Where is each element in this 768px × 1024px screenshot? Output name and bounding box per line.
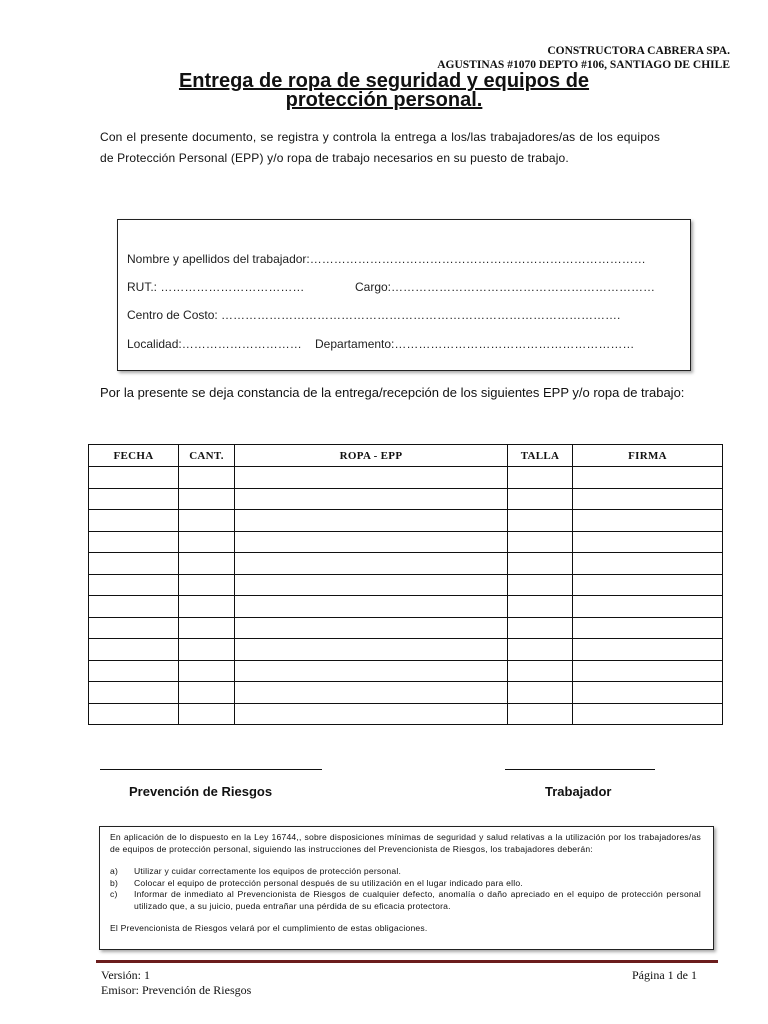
cell-cant[interactable] [179,574,235,596]
cell-cant[interactable] [179,531,235,553]
cell-ropa-epp[interactable] [235,596,508,618]
cell-firma[interactable] [573,488,723,510]
list-item [110,866,701,878]
cell-fecha[interactable] [89,553,179,575]
list-item-text: Colocar el equipo de protección personal después de su utilización en el lugar indicado para ello. [134,877,523,888]
list-marker: a) [110,866,119,876]
cell-fecha[interactable] [89,682,179,704]
cell-firma[interactable] [573,531,723,553]
cell-talla[interactable] [508,703,573,725]
cell-talla[interactable] [508,510,573,532]
cell-fecha[interactable] [89,467,179,489]
header-firma: FIRMA [573,445,723,467]
list-item-text: Utilizar y cuidar correctamente los equipos de protección personal. [134,866,402,876]
footer-emisor: Emisor: Prevención de Riesgos [101,983,252,997]
cell-firma[interactable] [573,660,723,682]
list-item [110,878,701,890]
cell-cant[interactable] [179,553,235,575]
cargo-field[interactable]: Cargo:………………………………………………………… [355,280,656,294]
cell-ropa-epp[interactable] [235,703,508,725]
cell-talla[interactable] [508,596,573,618]
centro-costo-field[interactable]: Centro de Costo: ………………………………………………………………………………………. [127,308,621,322]
localidad-field[interactable]: Localidad:………………………… [127,337,302,351]
signature-line-prevencion[interactable] [100,769,322,770]
epp-delivery-table [88,444,723,725]
cell-talla[interactable] [508,660,573,682]
cell-ropa-epp[interactable] [235,574,508,596]
company-address: AGUSTINAS #1070 DEPTO #106, SANTIAGO DE CHILE [437,59,730,71]
departamento-field[interactable]: Departamento:…………………………………………………… [315,337,635,351]
cell-ropa-epp[interactable] [235,553,508,575]
table-row [89,639,723,661]
table-row [89,510,723,532]
cell-cant[interactable] [179,682,235,704]
cell-firma[interactable] [573,596,723,618]
cell-talla[interactable] [508,553,573,575]
cell-ropa-epp[interactable] [235,660,508,682]
cell-cant[interactable] [179,703,235,725]
cell-ropa-epp[interactable] [235,467,508,489]
table-body [89,467,723,725]
cell-talla[interactable] [508,682,573,704]
header-ropa-epp: ROPA - EPP [235,445,508,467]
table-row [89,467,723,489]
obligations-list [110,866,701,912]
table-header-row [89,445,723,467]
footer-version: Versión: 1 [101,968,150,982]
notice-closing: El Prevencionista de Riesgos velará por el cumplimiento de estas obligaciones. [110,923,428,933]
cell-cant[interactable] [179,660,235,682]
cell-ropa-epp[interactable] [235,488,508,510]
cell-firma[interactable] [573,639,723,661]
notice-intro: En aplicación de lo dispuesto en la Ley 16744,, sobre disposiciones mínimas de seguridad y salud relativas a la utilización por los trabajadores/as de equipos de protección personal, siguiendo las instrucciones del Prevencionista de Riesgos, los trabajadores deberán: [110,832,701,854]
cell-cant[interactable] [179,488,235,510]
cell-firma[interactable] [573,574,723,596]
cell-fecha[interactable] [89,510,179,532]
cell-ropa-epp[interactable] [235,682,508,704]
cell-talla[interactable] [508,531,573,553]
cell-talla[interactable] [508,617,573,639]
cell-firma[interactable] [573,510,723,532]
company-name: CONSTRUCTORA CABRERA SPA. [547,45,730,57]
cell-fecha[interactable] [89,574,179,596]
cell-fecha[interactable] [89,617,179,639]
table-row [89,596,723,618]
table-row [89,617,723,639]
cell-cant[interactable] [179,617,235,639]
cell-firma[interactable] [573,553,723,575]
cell-firma[interactable] [573,467,723,489]
cell-firma[interactable] [573,703,723,725]
table-row [89,531,723,553]
cell-talla[interactable] [508,639,573,661]
table-row [89,553,723,575]
list-item-text: Informar de inmediato al Prevencionista de Riesgos de cualquier defecto, anomalía o daño apreciado en el equipo de protección personal utilizado que, a su juicio, pueda entrañar una pérdida de su eficacia protectora. [134,889,701,911]
cell-fecha[interactable] [89,703,179,725]
cell-ropa-epp[interactable] [235,639,508,661]
cell-cant[interactable] [179,639,235,661]
cell-cant[interactable] [179,467,235,489]
cell-fecha[interactable] [89,488,179,510]
cell-firma[interactable] [573,682,723,704]
title-line-2: protección personal. [285,89,483,111]
cell-talla[interactable] [508,488,573,510]
table-row [89,682,723,704]
signature-label-trabajador: Trabajador [545,784,612,799]
table-row [89,703,723,725]
cell-talla[interactable] [508,467,573,489]
cell-fecha[interactable] [89,531,179,553]
table-row [89,488,723,510]
cell-cant[interactable] [179,596,235,618]
cell-talla[interactable] [508,574,573,596]
cell-fecha[interactable] [89,639,179,661]
cell-firma[interactable] [573,617,723,639]
list-marker: b) [110,877,119,888]
signature-label-prevencion: Prevención de Riesgos [129,784,273,799]
cell-ropa-epp[interactable] [235,617,508,639]
table-row [89,660,723,682]
obligations-notice-box [99,826,714,950]
list-item [110,889,701,912]
worker-name-field[interactable]: Nombre y apellidos del trabajador:………………………………………………………………………… [127,252,646,266]
cell-fecha[interactable] [89,660,179,682]
intro-paragraph: Con el presente documento, se registra y controla la entrega a los/las trabajadores/as de los equipos de Protección Personal (EPP) y/o ropa de trabajo necesarios en su puesto de trabajo. [100,130,660,165]
cell-ropa-epp[interactable] [235,510,508,532]
footer-page-number: Página 1 de 1 [632,968,697,982]
delivery-statement: Por la presente se deja constancia de la entrega/recepción de los siguientes EPP y/o ropa de trabajo: [100,385,685,400]
header-fecha: FECHA [89,445,179,467]
cell-cant[interactable] [179,510,235,532]
rut-field[interactable]: RUT.: ……………………………… [127,280,305,294]
title-line-1: Entrega de ropa de seguridad y equipos de [178,70,590,92]
document-title [100,72,668,110]
header-talla: TALLA [508,445,573,467]
header-cant: CANT. [179,445,235,467]
table-row [89,574,723,596]
list-marker: c) [110,889,118,899]
cell-fecha[interactable] [89,596,179,618]
cell-ropa-epp[interactable] [235,531,508,553]
signature-line-trabajador[interactable] [505,769,655,770]
footer-divider [96,960,718,963]
